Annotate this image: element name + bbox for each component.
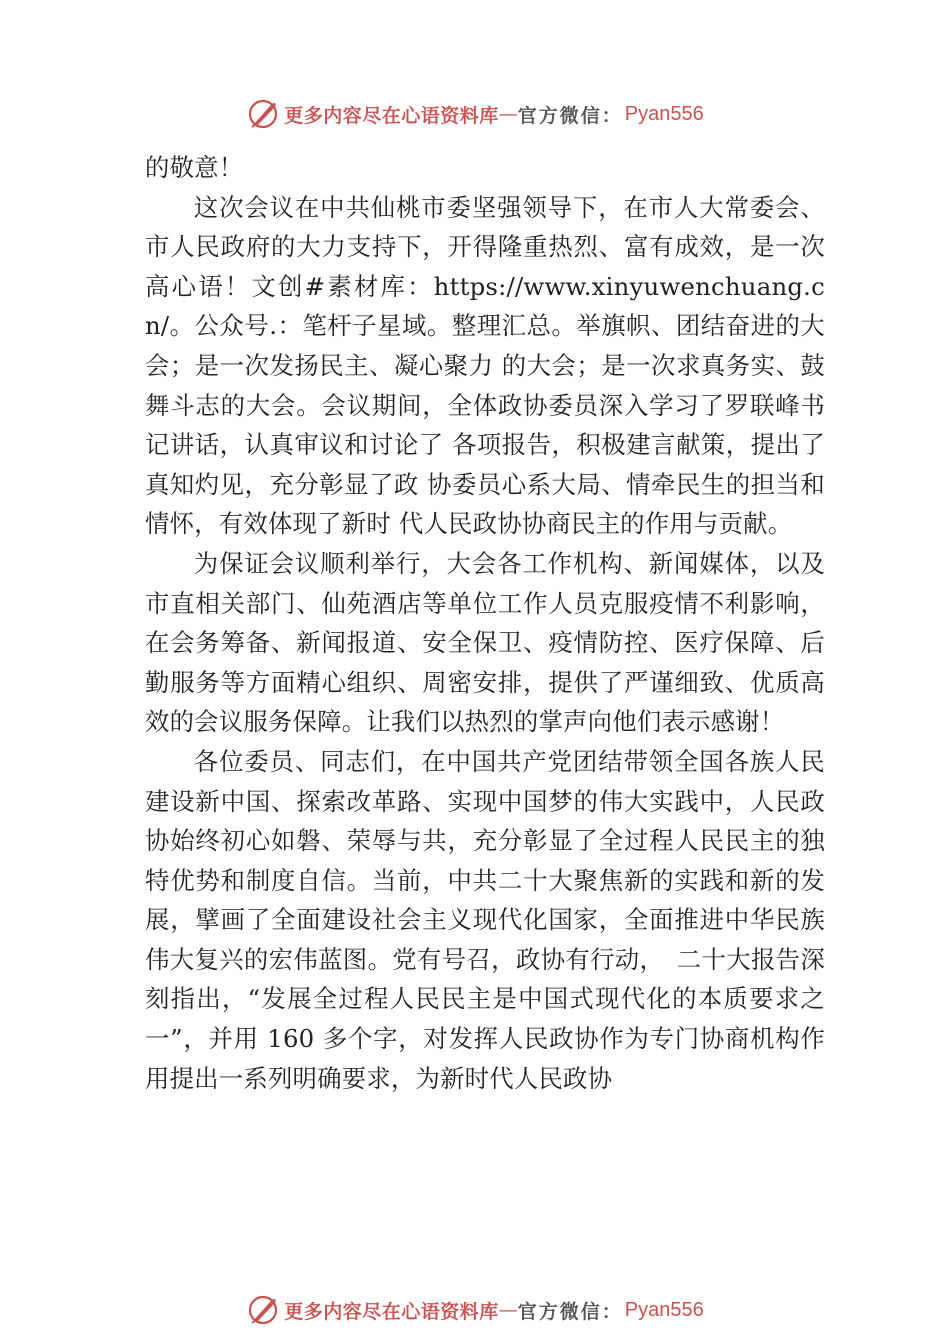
- footer-contact-id: Pyan556: [624, 1298, 704, 1321]
- header-watermark: [0, 94, 950, 134]
- footer-contact-label: 官方微信：: [517, 1300, 623, 1323]
- footer-separator: —: [498, 1299, 518, 1321]
- quill-pen-logo-icon: [246, 97, 280, 131]
- header-separator: —: [498, 103, 518, 125]
- paragraph-2: 这次会议在中共仙桃市委坚强领导下，在市人大常委会、市人民政府的大力支持下，开得隆重热烈、富有成效，是一次高心语！文创#素材库：https://www.xinyuwenchuang.cn/。公众号.：笔杆子星域。整理汇总。举旗帜、团结奋进的大会；是一次发扬民主、凝心聚力 的大会；是一次求真务实、鼓舞斗志的大会。会议期间，全体政协委员深入学习了罗联峰书记讲话，认真审议和讨论了 各项报告，积极建言献策，提出了真知灼见，充分彰显了政 协委员心系大局、情牵民生的担当和情怀，有效体现了新时 代人民政协协商民主的作用与贡献。: [145, 192, 825, 539]
- paragraph-3: 为保证会议顺利举行，大会各工作机构、新闻媒体，以及市直相关部门、仙苑酒店等单位工作人员克服疫情不利影响，在会务筹备、新闻报道、安全保卫、疫情防控、医疗保障、后勤服务等方面精心组织、周密安排，提供了严谨细致、优质高效的会议服务保障。让我们以热烈的掌声向他们表示感谢！: [145, 548, 825, 737]
- footer-watermark: [0, 1290, 950, 1330]
- paragraph-1: 的敬意！: [145, 153, 244, 182]
- quill-pen-logo-icon: [246, 1293, 280, 1327]
- header-contact-label: 官方微信：: [517, 104, 623, 127]
- document-body: [145, 148, 825, 1098]
- paragraph-4: 各位委员、同志们，在中国共产党团结带领全国各族人民建设新中国、探索改革路、实现中国梦的伟大实践中，人民政协始终初心如磐、荣辱与共，充分彰显了全过程人民民主的独特优势和制度自信。当前，中共二十大聚焦新的实践和新的发展，擘画了全面建设社会主义现代化国家，全面推进中华民族伟大复兴的宏伟蓝图。党有号召，政协有行动， 二十大报告深刻指出，“发展全过程人民民主是中国式现代化的本质要求之一”，并用 160 多个字，对发挥人民政协作为专门协商机构作用提出一系列明确要求，为新时代人民政协: [145, 746, 825, 1093]
- footer-brand: 更多内容尽在心语资料库: [284, 1300, 499, 1323]
- header-contact-id: Pyan556: [624, 102, 704, 125]
- header-brand: 更多内容尽在心语资料库: [284, 104, 499, 127]
